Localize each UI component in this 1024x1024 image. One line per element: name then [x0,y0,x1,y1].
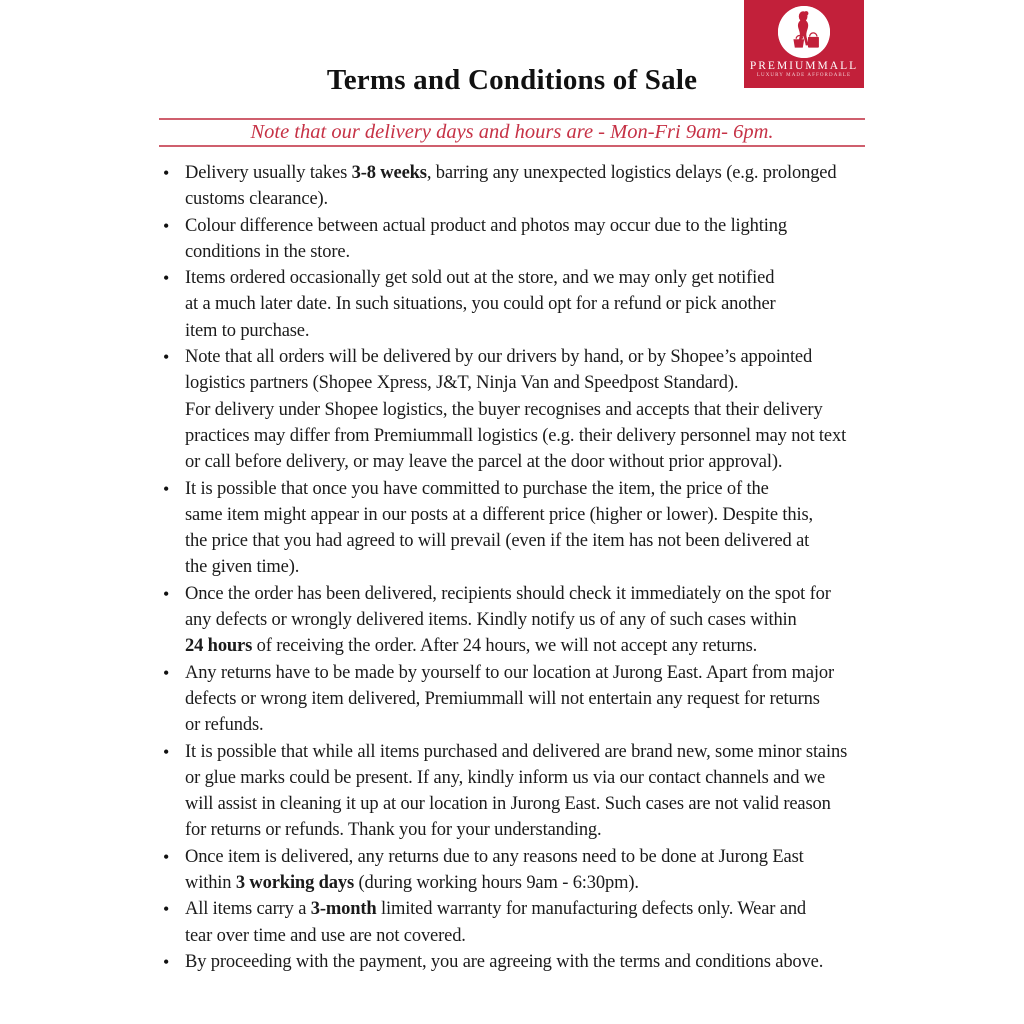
term-text: item to purchase. [185,320,310,341]
term-line [185,449,880,475]
term-text: logistics partners (Shopee Xpress, J&T, Ninja Van and Speedpost Standard). [185,373,739,394]
term-text: for returns or refunds. Thank you for your understanding. [185,820,602,841]
term-line [185,896,880,922]
logo-circle [778,6,830,58]
term-text-bold: 3-8 weeks [351,163,427,183]
term-text: All items carry a [185,899,311,920]
bullet-marker: • [163,662,170,683]
term-item [160,949,880,975]
logo-tagline-text: LUXURY MADE AFFORDABLE [756,73,852,78]
term-text: limited warranty for manufacturing defects only. Wear and [376,899,807,920]
term-line [185,844,880,870]
term-text: customs clearance). [185,189,329,210]
term-line [185,739,880,765]
term-item [160,581,880,660]
term-line [185,476,880,502]
term-item [160,896,880,949]
term-text: the price that you had agreed to will prevail (even if the item has not been delivered at [185,531,810,552]
terms-list [160,160,880,975]
bullet-marker: • [163,478,170,499]
term-line [185,817,880,843]
term-item [160,660,880,739]
term-text: the given time). [185,557,300,578]
term-line [185,318,880,344]
term-text: will assist in cleaning it up at our location in Jurong East. Such cases are not valid reason [185,794,831,815]
logo-brand-text: PREMIUMMALL [749,60,859,72]
bullet-marker: • [163,899,170,920]
term-text: By proceeding with the payment, you are agreeing with the terms and conditions above. [185,951,824,972]
term-text: It is possible that once you have committed to purchase the item, the price of the [185,478,769,499]
term-text-bold: 24 hours [185,636,253,657]
term-line [185,397,880,423]
term-line [185,765,880,791]
term-text: any defects or wrongly delivered items. Kindly notify us of any of such cases within [185,610,797,631]
term-text: at a much later date. In such situations, you could opt for a refund or pick another [185,294,776,315]
term-text: Delivery usually takes [185,163,352,183]
term-line [185,265,880,291]
term-line [185,712,880,738]
term-item [160,344,880,475]
term-item [160,739,880,844]
term-line [185,160,880,186]
term-text: of receiving the order. After 24 hours, we will not accept any returns. [252,636,758,657]
term-text: Note that all orders will be delivered by our drivers by hand, or by Shopee’s appointed [185,347,813,368]
term-item [160,476,880,581]
term-line [185,239,880,265]
divider-bottom [159,145,865,147]
term-line [185,370,880,396]
term-text: Any returns have to be made by yourself to our location at Jurong East. Apart from major [185,662,835,683]
bullet-marker: • [163,163,170,183]
term-item [160,213,880,266]
term-text: same item might appear in our posts at a different price (higher or lower). Despite this, [185,504,813,525]
term-line [185,660,880,686]
term-line [185,344,880,370]
term-line [185,291,880,317]
term-text: or call before delivery, or may leave the parcel at the door without prior approval). [185,452,783,473]
term-text-bold: 3-month [310,899,377,920]
term-text: Items ordered occasionally get sold out at the store, and we may only get notified [185,268,775,289]
bullet-marker: • [163,951,170,972]
term-text: within [185,873,236,894]
term-item [160,160,880,213]
term-text: Once the order has been delivered, recipients should check it immediately on the spot for [185,583,831,604]
term-text: tear over time and use are not covered. [185,925,466,946]
bullet-marker: • [163,215,170,236]
term-line [185,686,880,712]
term-line [185,791,880,817]
term-line [185,554,880,580]
term-text: (during working hours 9am - 6:30pm). [354,873,639,894]
term-line [185,502,880,528]
term-line [185,949,880,975]
term-text: practices may differ from Premiummall logistics (e.g. their delivery personnel may not text [185,425,847,446]
term-line [185,213,880,239]
bullet-marker: • [163,583,170,604]
term-text: or refunds. [185,715,264,736]
page-title: Terms and Conditions of Sale [326,64,698,96]
term-text: defects or wrong item delivered, Premiummall will not entertain any request for returns [185,688,820,709]
term-text: Colour difference between actual product and photos may occur due to the lighting [185,215,787,236]
term-text: Once item is delivered, any returns due to any reasons need to be done at Jurong East [185,846,804,867]
term-item [160,844,880,897]
bullet-marker: • [163,347,170,368]
term-text: or glue marks could be present. If any, kindly inform us via our contact channels and we [185,767,826,788]
term-text: It is possible that while all items purchased and delivered are brand new, some minor stains [185,741,848,762]
term-line [185,607,880,633]
term-text-bold: 3 working days [235,873,355,894]
term-line [185,923,880,949]
term-line [185,423,880,449]
term-item [160,265,880,344]
bullet-marker: • [163,268,170,289]
term-line [185,528,880,554]
term-line [185,633,880,659]
delivery-notice: Note that our delivery days and hours are - Mon-Fri 9am- 6pm. [250,121,774,143]
woman-shopper-icon [778,6,830,58]
term-text: conditions in the store. [185,241,350,262]
term-text: , barring any unexpected logistics delays (e.g. prolonged [426,163,837,183]
term-text: For delivery under Shopee logistics, the buyer recognises and accepts that their delivery [185,399,823,420]
term-line [185,581,880,607]
bullet-marker: • [163,846,170,867]
term-line [185,186,880,212]
term-line [185,870,880,896]
bullet-marker: • [163,741,170,762]
